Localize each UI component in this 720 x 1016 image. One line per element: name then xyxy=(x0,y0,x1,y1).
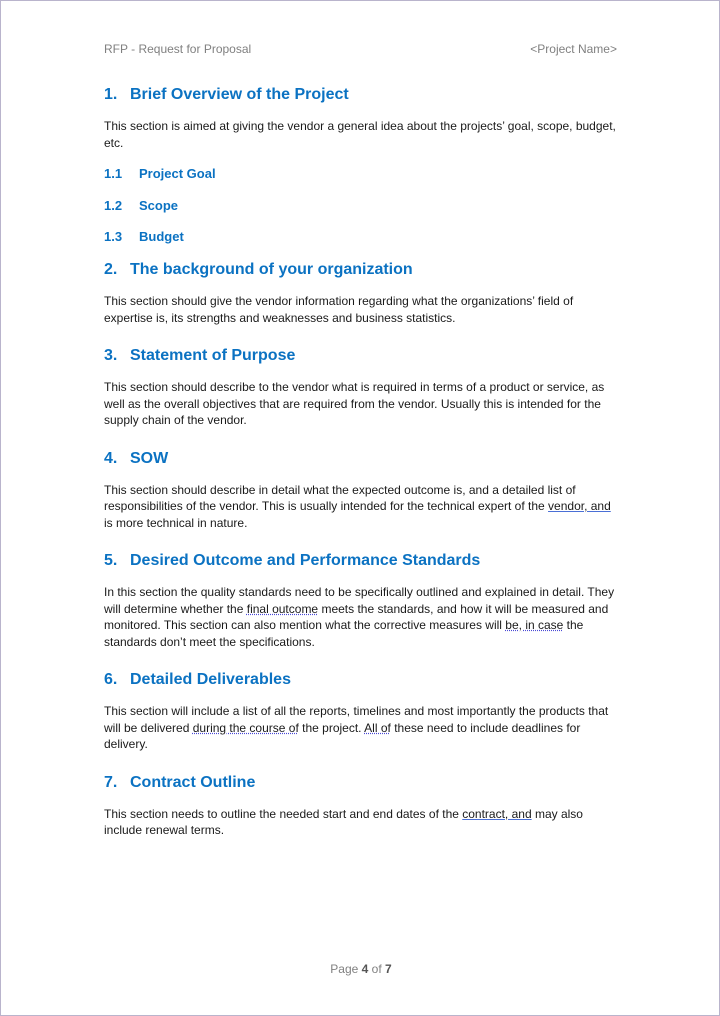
body-text: may also include renewal terms. xyxy=(104,806,583,837)
section-6 xyxy=(104,670,619,753)
header-document-title: RFP - Request for Proposal xyxy=(104,42,252,56)
subsection-title: Budget xyxy=(139,229,184,244)
section-title: Statement of Purpose xyxy=(130,347,296,364)
grammar-flag[interactable]: contract, and xyxy=(462,806,532,821)
section-1 xyxy=(104,85,619,245)
header-project-name: <Project Name> xyxy=(530,42,617,56)
subsection-heading xyxy=(104,229,619,245)
section-title: Contract Outline xyxy=(130,773,256,791)
grammar-flag[interactable]: All of xyxy=(364,720,391,735)
subsection-heading xyxy=(104,166,619,182)
section-heading xyxy=(104,85,619,105)
section-number: 3. xyxy=(104,347,118,364)
section-3 xyxy=(104,346,619,429)
body-text: is more technical in nature. xyxy=(104,515,248,530)
subsection-heading xyxy=(104,198,619,214)
body-text: meets the standards, and how it will be measured and monitored. This section can also mention what the corrective measures will xyxy=(104,601,609,632)
of-label: of xyxy=(371,962,382,976)
section-heading xyxy=(104,551,619,571)
current-page: 4 xyxy=(361,962,369,976)
section-body xyxy=(104,806,619,839)
section-number: 2. xyxy=(104,261,118,278)
section-title: Desired Outcome and Performance Standards xyxy=(130,552,481,569)
document-body xyxy=(104,85,619,839)
grammar-flag[interactable]: vendor, and xyxy=(548,499,611,513)
section-heading xyxy=(104,260,619,280)
section-number: 6. xyxy=(104,671,118,688)
body-text: these need to include deadlines for delivery. xyxy=(104,720,581,751)
section-body: This section is aimed at giving the vendor a general idea about the projects’ goal, scope, budget, etc. xyxy=(104,119,616,150)
subsection-number: 1.2 xyxy=(104,198,123,213)
subsection-number: 1.1 xyxy=(104,166,123,181)
section-number: 4. xyxy=(104,449,118,467)
section-title: Detailed Deliverables xyxy=(130,671,291,688)
section-heading xyxy=(104,670,619,690)
section-5 xyxy=(104,551,619,650)
section-number: 7. xyxy=(104,773,118,791)
section-heading xyxy=(104,449,619,469)
section-number: 1. xyxy=(104,86,118,103)
section-body xyxy=(104,703,619,753)
subsection-title: Project Goal xyxy=(139,166,216,181)
body-text: This section should describe in detail what the expected outcome is, and a detailed list of responsibilities of the vendor. This is usually intended for the technical expert of the xyxy=(104,482,576,513)
grammar-flag[interactable]: during the course of xyxy=(192,720,299,735)
section-heading xyxy=(104,773,619,793)
total-pages: 7 xyxy=(385,962,392,976)
subsection-title: Scope xyxy=(139,198,179,213)
page-label: Page xyxy=(330,962,359,976)
section-body xyxy=(104,584,619,650)
section-number: 5. xyxy=(104,552,118,569)
section-body xyxy=(104,482,619,532)
body-text: This section needs to outline the needed start and end dates of the xyxy=(104,806,463,821)
section-4 xyxy=(104,449,619,532)
section-7 xyxy=(104,773,619,839)
section-2 xyxy=(104,260,619,326)
grammar-flag[interactable]: be, in case xyxy=(505,618,564,632)
section-title: SOW xyxy=(130,449,169,467)
page-number-footer xyxy=(1,962,720,976)
body-text: the project. xyxy=(298,720,365,735)
grammar-flag[interactable]: final outcome xyxy=(246,601,319,616)
section-title: Brief Overview of the Project xyxy=(130,86,349,103)
section-heading xyxy=(104,346,619,366)
section-body: This section should give the vendor information regarding what the organizations’ field of expertise is, its strengths and weaknesses and business statistics. xyxy=(104,294,574,325)
body-text: This section will include a list of all the reports, timelines and most importantly the products that will be delivered xyxy=(104,704,609,735)
section-title: The background of your organization xyxy=(130,261,413,278)
subsection-number: 1.3 xyxy=(104,229,123,244)
section-body: This section should describe to the vendor what is required in terms of a product or service, as well as the overall objectives that are required from the vendor. Usually this is intended for the supply chain of the vendor. xyxy=(104,380,605,427)
body-text: the standards don’t meet the specifications. xyxy=(104,618,584,649)
body-text: In this section the quality standards need to be specifically outlined and explained in detail. They will determine whether the xyxy=(104,585,615,616)
